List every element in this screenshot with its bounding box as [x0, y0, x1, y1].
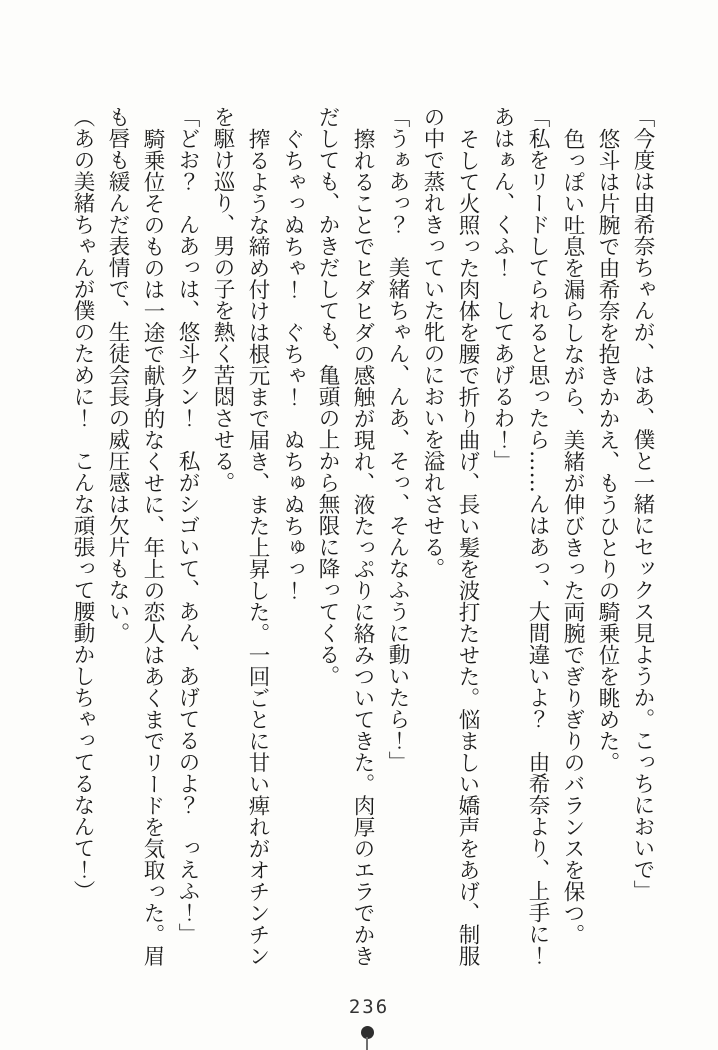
dialogue-paragraph: 「どお？ んあっは、悠斗クン！ 私がシゴいて、あん、あげてるのよ？ っえふ！」: [175, 106, 200, 945]
narrative-paragraph: ぐちゃっぬちゃ！ ぐちゃ！ ぬちゅぬちゅっ！: [280, 127, 305, 601]
narrative-paragraph: 悠斗は片腕で由希奈を抱きかかえ、もうひとりの騎乗位を眺めた。: [595, 127, 620, 773]
narrative-paragraph: 擦れることでヒダヒダの感触が現れ、液たっぷりに絡みついてきた。肉厚のエラでかきだしても、かきだしても、亀頭の上から無限に降ってくる。: [315, 106, 375, 966]
page-number: 236: [348, 996, 390, 1018]
narrative-paragraph: 搾るような締め付けは根元まで届き、また上昇した。一回ごとに甘い痺れがオチンチンを駆け巡り、男の子を熱く苦悶させる。: [210, 106, 270, 966]
thought-paragraph: （あの美緒ちゃんが僕のために！ こんな頑張って腰動かしちゃってるなんて！）: [70, 106, 95, 902]
narrative-paragraph: 騎乗位そのものは一途で献身的なくせに、年上の恋人はあくまでリードを気取った。眉も唇も緩んだ表情で、生徒会長の威圧感は欠片もない。: [105, 106, 165, 966]
dialogue-paragraph: 「私をリードしてられると思ったら……んはあっ、大間違いよ？ 由希奈より、上手に！ あはぁん、くふ！ してあげるわ！」: [490, 106, 550, 988]
narrative-paragraph: 色っぽい吐息を漏らしながら、美緒が伸びきった両腕でぎりぎりのバランスを保つ。: [560, 127, 585, 945]
binding-mark-line: [366, 1037, 368, 1050]
dialogue-paragraph: 「うぁあっ？ 美緒ちゃん、んあ、そっ、そんなふうに動いたら！」: [385, 106, 410, 773]
dialogue-paragraph: 「今度は由希奈ちゃんが、はあ、僕と一緒にセックス見ようか。こっちにおいで」: [630, 106, 655, 902]
narrative-paragraph: そして火照った肉体を腰で折り曲げ、長い髪を波打たせた。悩ましい嬌声をあげ、制服の中で蒸れきっていた牝のにおいを溢れさせる。: [420, 106, 480, 966]
page-text-block: [65, 106, 660, 988]
